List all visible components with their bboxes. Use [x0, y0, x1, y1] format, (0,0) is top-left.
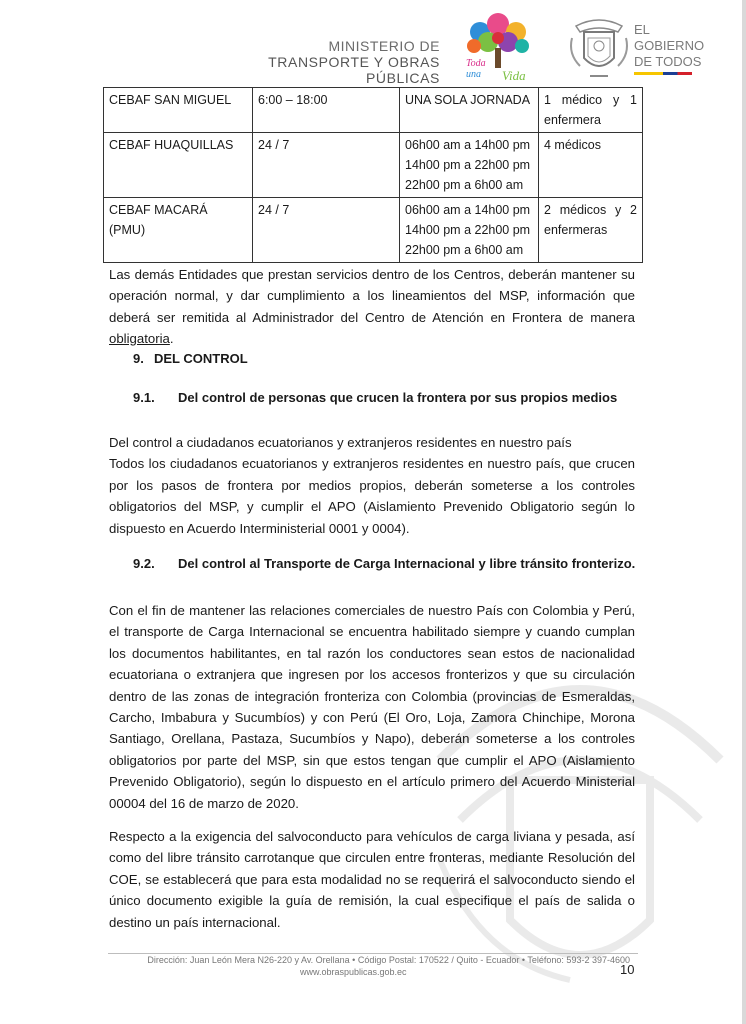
gob-line2: GOBIERNO — [634, 38, 705, 53]
toda-una-vida-logo — [458, 10, 538, 88]
table-cell-staff — [539, 198, 643, 263]
shift-line: 14h00 pm a 22h00 pm — [405, 223, 531, 237]
table-row — [104, 133, 643, 198]
section-9-2-title: Del control al Transporte de Carga Internacional y libre tránsito fronterizo. — [178, 556, 636, 571]
table-cell-name: CEBAF HUAQUILLAS — [104, 133, 253, 198]
paragraph-safe-conduct — [109, 826, 635, 933]
paragraph-text: Todos los ciudadanos ecuatorianos y extranjeros residentes en nuestro país, que crucen por los pasos de frontera por medios propios, deberán someterse a los controles obligatorios del MSP, y cumplir el APO (Aislamiento Prevenido Obligatorio según lo dispuesto en Acuerdo Interministerial 0001 y 0004). — [109, 456, 635, 536]
page-edge — [742, 0, 746, 1024]
footer-address: Dirección: Juan León Mera N26-220 y Av. Orellana • Código Postal: 170522 / Quito - Ecuador • Teléfono: 593-2 397-4600 — [147, 955, 630, 965]
logo-text-toda: Toda — [466, 58, 486, 69]
section-9-number: 9. — [133, 351, 144, 366]
section-9-1-title: Del control de personas que crucen la frontera por sus propios medios — [178, 390, 618, 405]
shift-line: 06h00 am a 14h00 pm — [405, 138, 531, 152]
table-cell-hours: 24 / 7 — [253, 133, 400, 198]
shift-line: 22h00 pm a 6h00 am — [405, 178, 524, 192]
coat-of-arms-icon — [566, 18, 632, 80]
table-cell-name: CEBAF MACARÁ (PMU) — [104, 198, 253, 263]
table-cell-hours: 24 / 7 — [253, 198, 400, 263]
table-row — [104, 88, 643, 133]
table-cell-staff — [539, 88, 643, 133]
section-9-title: DEL CONTROL — [154, 351, 248, 366]
paragraph-period: . — [169, 331, 174, 347]
shift-line: UNA SOLA JORNADA — [405, 93, 531, 107]
table-cell-name: CEBAF SAN MIGUEL — [104, 88, 253, 133]
ministry-line1: MINISTERIO DE — [328, 38, 440, 54]
staff-line: enfermera — [544, 113, 601, 127]
section-9-1-number: 9.1. — [133, 390, 155, 405]
footer-website: www.obraspublicas.gob.ec — [300, 967, 407, 977]
gobierno-de-todos-logo — [634, 22, 704, 70]
paragraph-cargo — [109, 600, 635, 814]
gob-line1: EL — [634, 22, 650, 37]
section-9-2-number: 9.2. — [133, 556, 155, 571]
shift-line: 22h00 pm a 6h00 am — [405, 243, 524, 257]
flag-stripe — [634, 72, 692, 75]
table-cell-shifts — [400, 198, 539, 263]
paragraph-citizens — [109, 432, 635, 539]
shift-line: 06h00 am a 14h00 pm — [405, 203, 531, 217]
paragraph-text: Con el fin de mantener las relaciones comerciales de nuestro País con Colombia y Perú, el transporte de Carga Internacional se encuentra habilitado siempre y cuando cumplan los documentos habilitantes, en tal razón los conductores sean estos de nacionalidad ecuatoriana o extranjera que ingresen por los accesos fronterizos y que su circulación dentro de las zonas de integración fronteriza con Colombia (provincias de Esmeraldas, Carcho, Imbabura y Sucumbíos) y con Perú (El Oro, Loja, Zamora Chinchipe, Morona Santiago, Orellana, Pastaza, Sucumbíos y Napo), deberán someterse a los controles obligatorios por parte del MSP, sin que estos tengan que cumplir el APO (Aislamiento Prevenido Obligatorio), según lo dispuesto en el artículo primero del Acuerdo Ministerial 00004 del 16 de marzo de 2020. — [109, 603, 635, 811]
gob-line3: DE TODOS — [634, 54, 702, 69]
logo-text-vida: Vida — [502, 68, 526, 83]
ministry-line2: TRANSPORTE Y OBRAS PÚBLICAS — [268, 54, 440, 86]
footer-divider — [108, 953, 638, 954]
staff-line: enfermeras — [544, 223, 608, 237]
table-cell-hours: 6:00 – 18:00 — [253, 88, 400, 133]
schedule-table — [103, 87, 643, 263]
shift-line: 14h00 pm a 22h00 pm — [405, 158, 531, 172]
staff-line: 1 médico y 1 — [544, 93, 637, 107]
paragraph-entities — [109, 264, 635, 350]
table-row — [104, 198, 643, 263]
staff-line: 4 médicos — [544, 138, 601, 152]
paragraph-text: Respecto a la exigencia del salvoconducto para vehículos de carga liviana y pesada, así como del libre tránsito carrotanque que circulen entre fronteras, mediante Resolución del COE, se establecerá que para esta modalidad no se requerirá el salvoconducto siendo el único documento exigible la guía de remisión, la cual especifique el país de salida o destino un país internacional. — [109, 829, 635, 930]
page-number: 10 — [620, 962, 635, 977]
staff-line: 2 médicos y 2 — [544, 203, 637, 217]
logo-text-una: una — [466, 69, 481, 80]
paragraph-subtitle: Del control a ciudadanos ecuatorianos y extranjeros residentes en nuestro país — [109, 435, 572, 450]
underlined-word: obligatoria — [109, 331, 170, 347]
ministry-title — [200, 38, 440, 86]
table-cell-shifts — [400, 133, 539, 198]
table-cell-shifts — [400, 88, 539, 133]
table-cell-staff — [539, 133, 643, 198]
paragraph-text: Las demás Entidades que prestan servicios dentro de los Centros, deberán mantener su operación normal, y dar cumplimiento a los lineamientos del MSP, información que deberá ser remitida al Administrador del Centro de Atención en Frontera de manera — [109, 267, 635, 325]
